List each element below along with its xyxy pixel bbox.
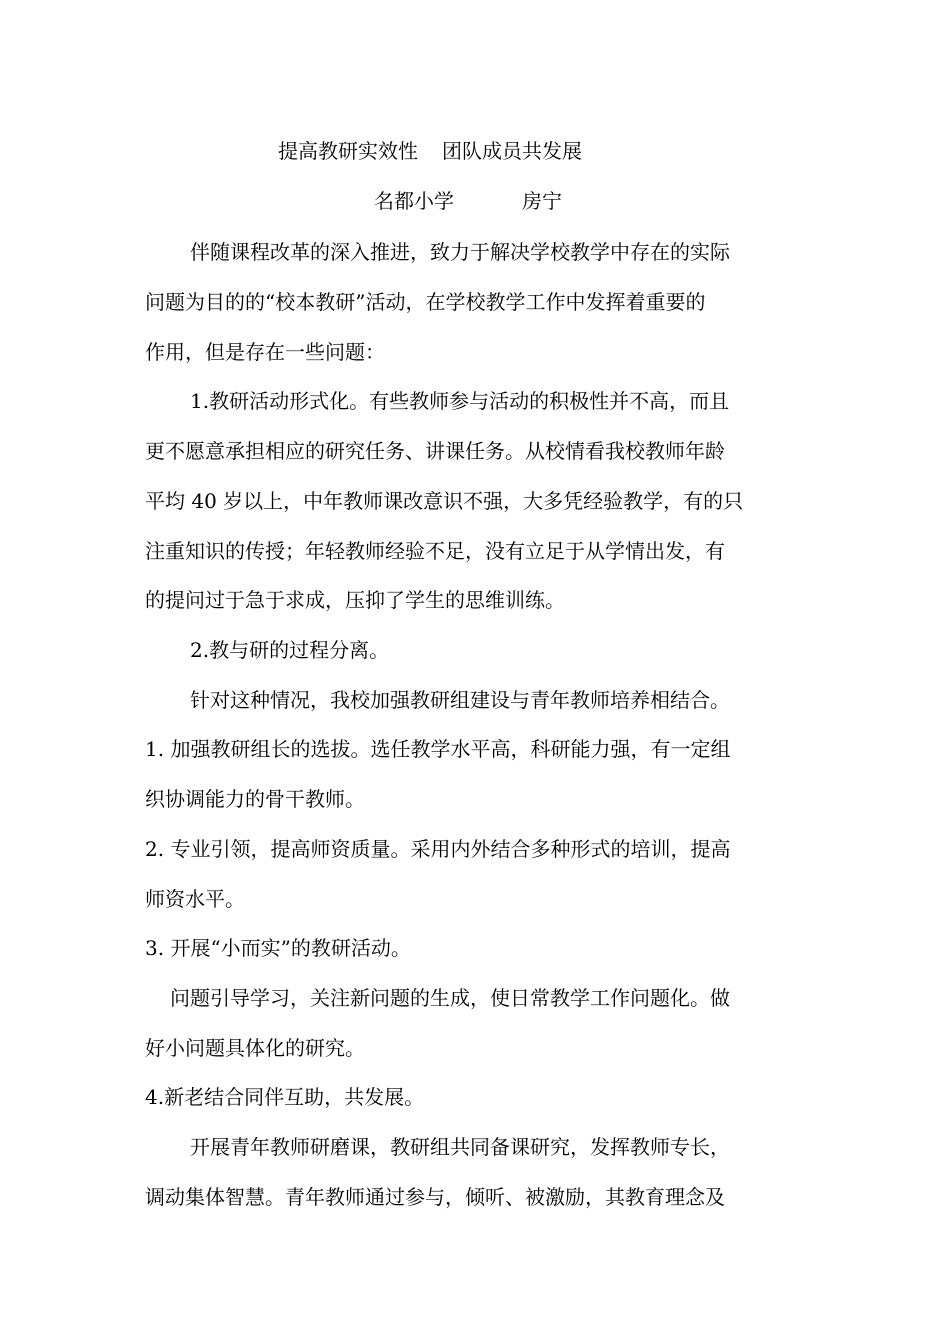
body-line: 1. 加强教研组长的选拔。选任教学水平高，科研能力强，有一定组 xyxy=(145,737,731,761)
body-line: 3. 开展“小而实”的教研活动。 xyxy=(145,936,411,960)
body-line: 问题为目的的“校本教研”活动，在学校教学工作中发挥着重要的 xyxy=(145,290,706,314)
body-line: 织协调能力的骨干教师。 xyxy=(145,787,365,811)
body-line: 问题引导学习，关注新问题的生成，使日常教学工作问题化。做 xyxy=(170,986,730,1010)
body-line: 调动集体智慧。青年教师通过参与，倾听、被激励，其教育理念及 xyxy=(145,1185,725,1209)
body-line: 1.教研活动形式化。有些教师参与活动的积极性并不高，而且 xyxy=(190,389,730,413)
body-line: 伴随课程改革的深入推进，致力于解决学校教学中存在的实际 xyxy=(190,240,730,264)
title-part-1: 提高教研实效性 xyxy=(278,139,418,163)
body-line: 作用，但是存在一些问题： xyxy=(145,340,385,364)
body-line: 注重知识的传授；年轻教师经验不足，没有立足于从学情出发，有 xyxy=(145,539,725,563)
body-line: 4.新老结合同伴互助，共发展。 xyxy=(145,1085,425,1109)
body-line: 针对这种情况，我校加强教研组建设与青年教师培养相结合。 xyxy=(190,688,730,712)
title-part-2: 团队成员共发展 xyxy=(442,139,582,163)
body-line: 好小问题具体化的研究。 xyxy=(145,1036,365,1060)
body-line: 的提问过于急于求成，压抑了学生的思维训练。 xyxy=(145,588,565,612)
body-line: 2.教与研的过程分离。 xyxy=(190,638,390,662)
school-name: 名都小学 xyxy=(374,189,454,213)
body-line: 师资水平。 xyxy=(145,887,245,911)
byline xyxy=(374,188,562,214)
body-line: 更不愿意承担相应的研究任务、讲课任务。从校情看我校教师年龄 xyxy=(145,439,725,463)
document-title xyxy=(278,138,582,164)
author-name: 房宁 xyxy=(522,189,562,213)
body-line: 2. 专业引领，提高师资质量。采用内外结合多种形式的培训，提高 xyxy=(145,837,731,861)
body-line: 开展青年教师研磨课，教研组共同备课研究，发挥教师专长， xyxy=(190,1135,730,1159)
body-line: 平均 40 岁以上，中年教师课改意识不强，大多凭经验教学，有的只 xyxy=(145,489,744,513)
